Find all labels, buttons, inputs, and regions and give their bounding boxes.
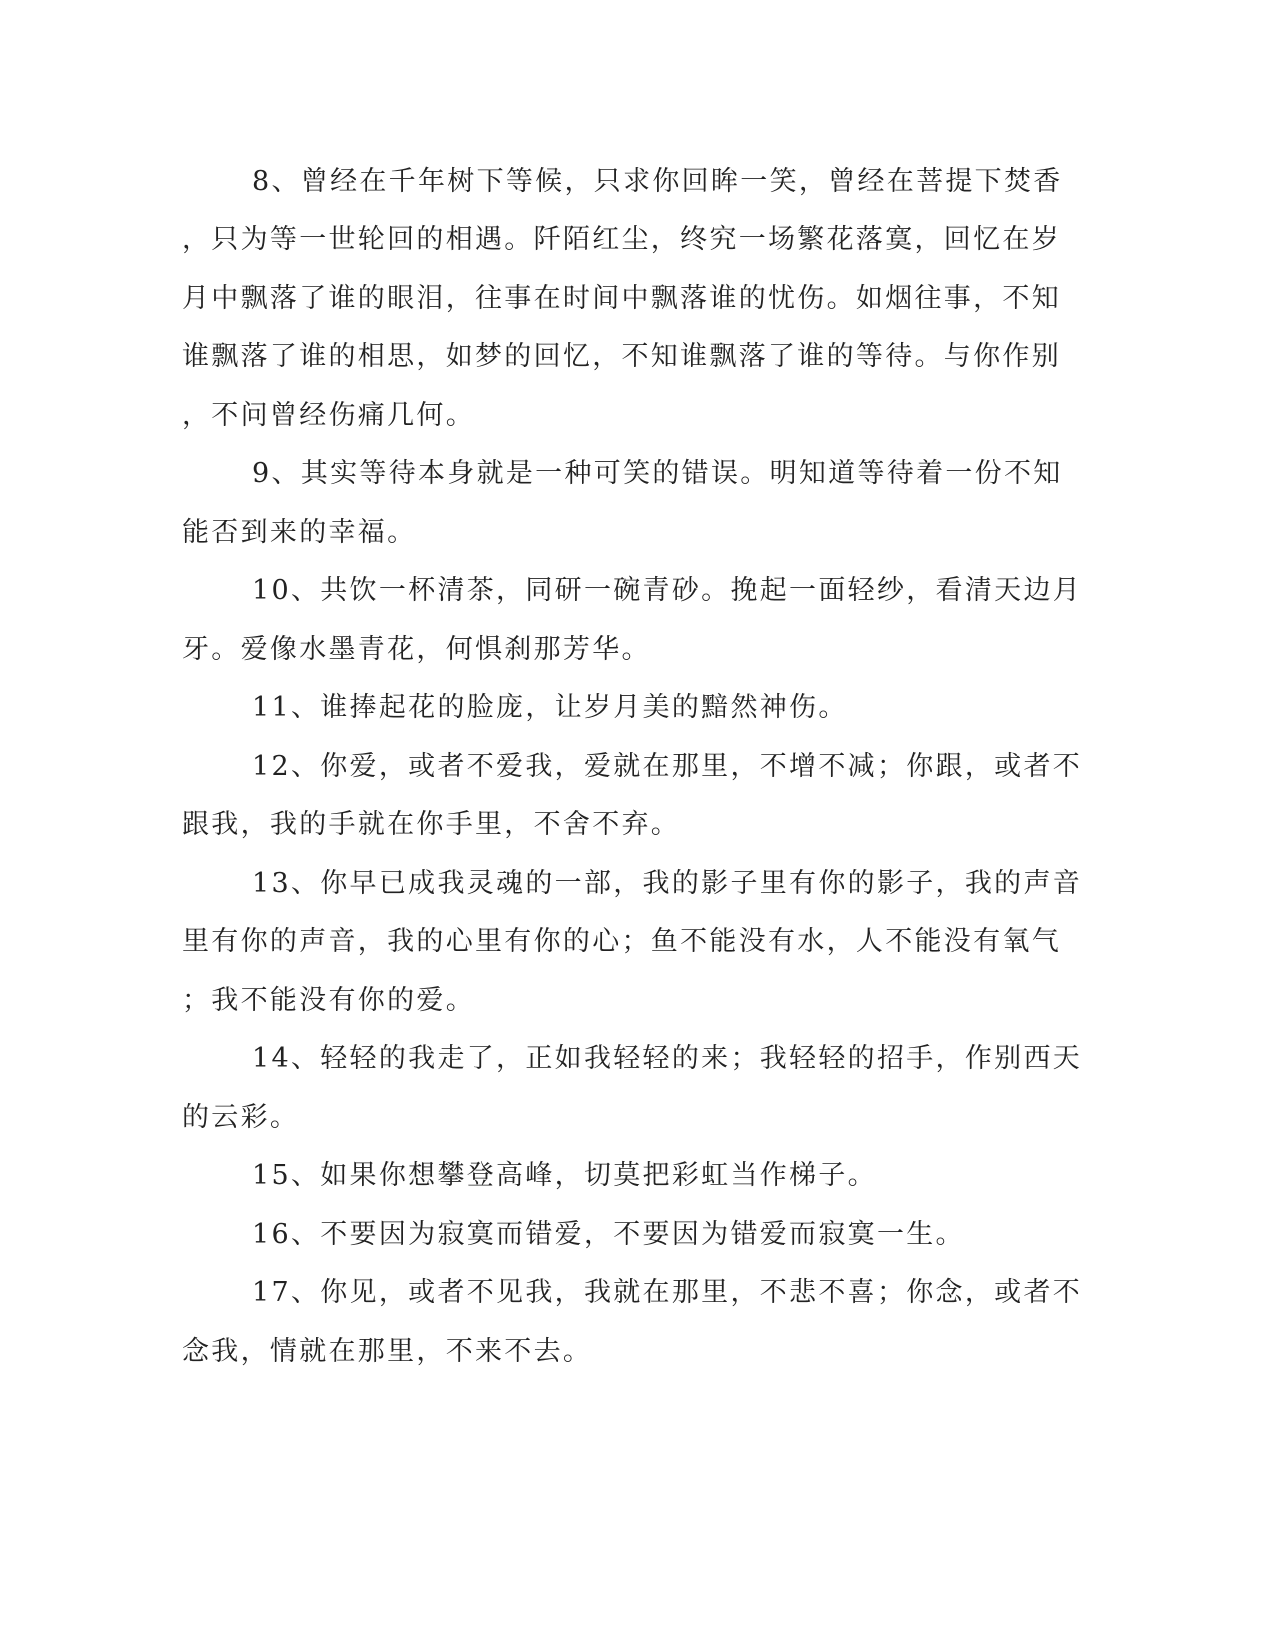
- paragraph-13-line-3: ；我不能没有你的爱。: [182, 985, 475, 1016]
- paragraph-14-line-2: 的云彩。: [182, 1102, 300, 1133]
- paragraph-10-line-1: 10、共饮一杯清茶，同研一碗青砂。挽起一面轻纱，看清天边月: [252, 575, 1083, 606]
- paragraph-17-line-1: 17、你见，或者不见我，我就在那里，不悲不喜；你念，或者不: [252, 1277, 1083, 1308]
- paragraph-11-line-1: 11、谁捧起花的脸庞，让岁月美的黯然神伤。: [252, 692, 848, 723]
- paragraph-8-line-1: 8、曾经在千年树下等候，只求你回眸一笑，曾经在菩提下焚香: [252, 166, 1063, 197]
- paragraph-16-line-1: 16、不要因为寂寞而错爱，不要因为错爱而寂寞一生。: [252, 1219, 965, 1250]
- paragraph-14-line-1: 14、轻轻的我走了，正如我轻轻的来；我轻轻的招手，作别西天: [252, 1043, 1083, 1074]
- paragraph-12-line-2: 跟我，我的手就在你手里，不舍不弃。: [182, 809, 681, 840]
- paragraph-8-line-5: ，不问曾经伤痛几何。: [182, 400, 475, 431]
- paragraph-13-line-2: 里有你的声音，我的心里有你的心；鱼不能没有水，人不能没有氧气: [182, 926, 1061, 957]
- paragraph-8-line-2: ，只为等一世轮回的相遇。阡陌红尘，终究一场繁花落寞，回忆在岁: [182, 224, 1061, 255]
- paragraph-12-line-1: 12、你爱，或者不爱我，爱就在那里，不增不减；你跟，或者不: [252, 751, 1083, 782]
- paragraph-9-line-2: 能否到来的幸福。: [182, 517, 417, 548]
- paragraph-13-line-1: 13、你早已成我灵魂的一部，我的影子里有你的影子，我的声音: [252, 868, 1083, 899]
- paragraph-15-line-1: 15、如果你想攀登高峰，切莫把彩虹当作梯子。: [252, 1160, 877, 1191]
- paragraph-10-line-2: 牙。爱像水墨青花，何惧刹那芳华。: [182, 634, 651, 665]
- paragraph-8-line-4: 谁飘落了谁的相思，如梦的回忆，不知谁飘落了谁的等待。与你作别: [182, 341, 1061, 372]
- paragraph-8-line-3: 月中飘落了谁的眼泪，往事在时间中飘落谁的忧伤。如烟往事，不知: [182, 283, 1061, 314]
- paragraph-9-line-1: 9、其实等待本身就是一种可笑的错误。明知道等待着一份不知: [252, 458, 1063, 489]
- paragraph-17-line-2: 念我，情就在那里，不来不去。: [182, 1336, 593, 1367]
